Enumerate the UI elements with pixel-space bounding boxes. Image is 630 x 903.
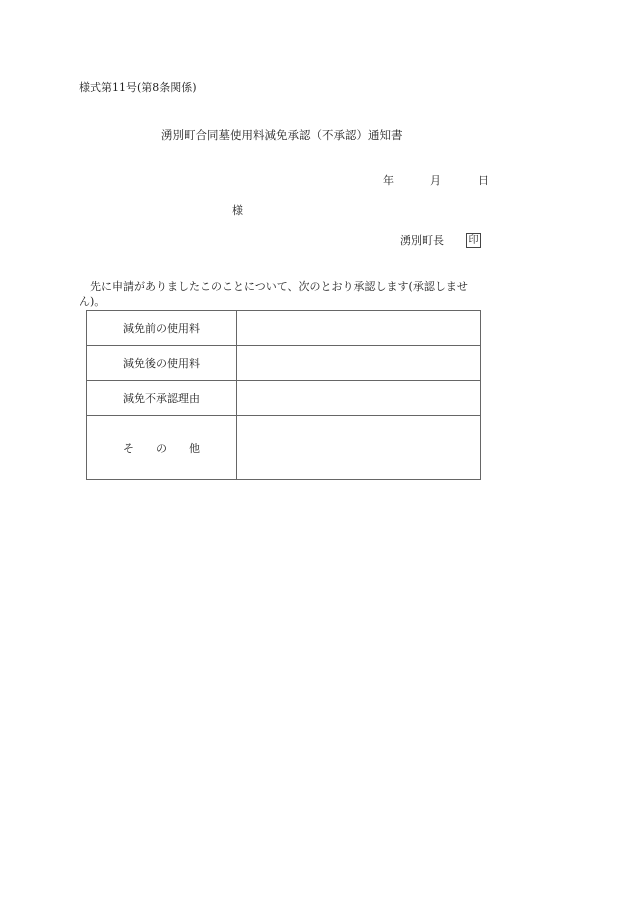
row-label-other xyxy=(87,416,237,480)
row-label-fee-after: 減免後の使用料 xyxy=(87,346,237,381)
label-char: の xyxy=(156,441,167,455)
row-value-fee-after xyxy=(237,346,481,381)
body-paragraph: 先に申請がありましたこのことについて、次のとおり承認します(承認しません)。 xyxy=(79,280,468,308)
table-row xyxy=(87,416,481,480)
addressee-honorific: 様 xyxy=(232,204,243,217)
table-row xyxy=(87,311,481,346)
table-row xyxy=(87,346,481,381)
label-char: 他 xyxy=(189,441,200,455)
row-label-fee-before: 減免前の使用料 xyxy=(87,311,237,346)
date-day-label: 日 xyxy=(478,174,489,187)
seal-mark-icon: 印 xyxy=(466,233,481,248)
table-row xyxy=(87,381,481,416)
row-value-other xyxy=(237,416,481,480)
issuer-name: 湧別町長 xyxy=(400,234,444,247)
fee-table xyxy=(86,310,481,480)
row-value-fee-before xyxy=(237,311,481,346)
document-title: 湧別町合同墓使用料減免承認（不承認）通知書 xyxy=(161,128,403,142)
form-number: 様式第11号(第8条関係) xyxy=(79,81,197,94)
date-month-label: 月 xyxy=(430,174,441,187)
label-char: そ xyxy=(123,441,134,455)
date-year-label: 年 xyxy=(383,174,394,187)
row-label-rejection-reason: 減免不承認理由 xyxy=(87,381,237,416)
row-value-rejection-reason xyxy=(237,381,481,416)
